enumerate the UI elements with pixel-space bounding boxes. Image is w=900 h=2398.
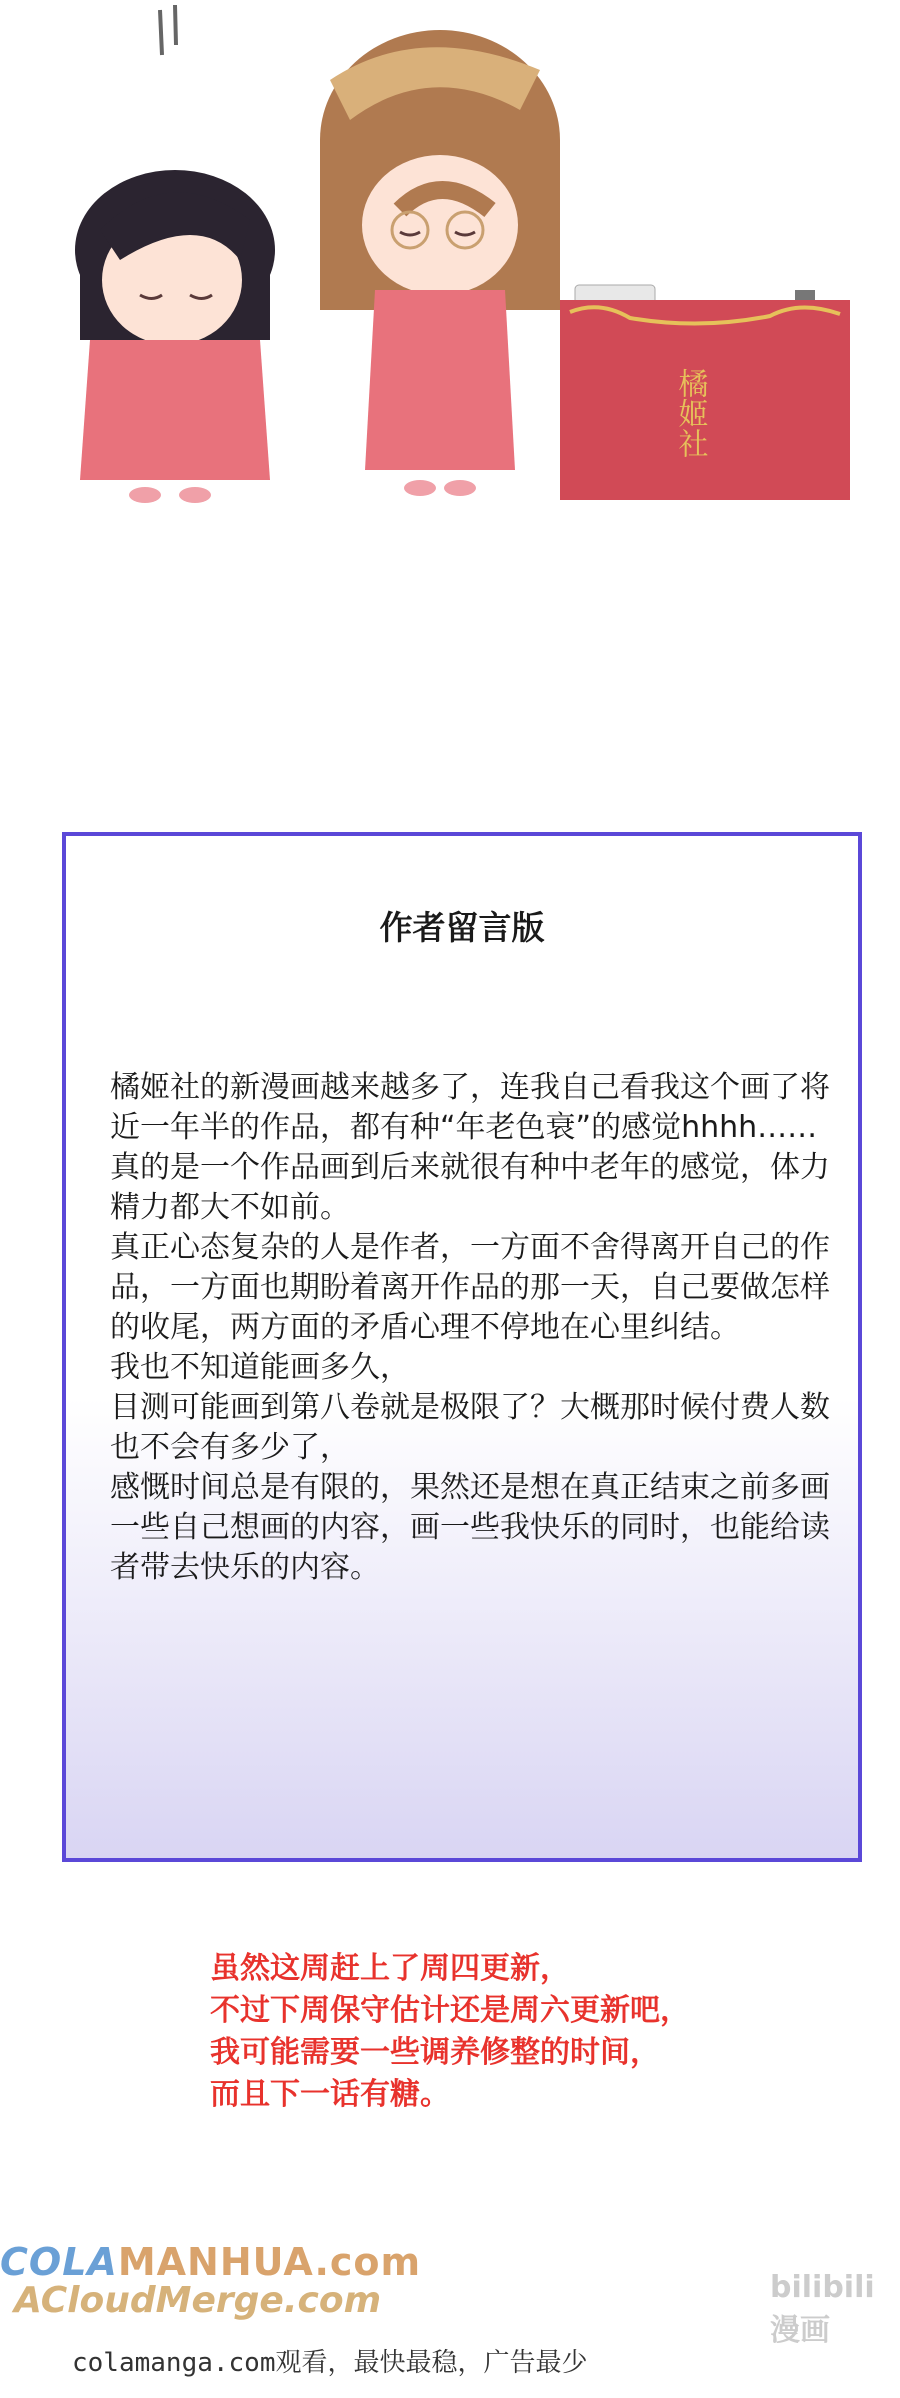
girl-black-hair — [75, 170, 275, 503]
author-note-box — [62, 832, 862, 1862]
watermark-colamanhua: COLAMANHUA.com — [0, 2240, 422, 2284]
notice-line: 而且下一话有糖。 — [210, 2077, 450, 2112]
watermark-acloudmerge: ACloudMerge.com — [14, 2280, 382, 2321]
note-paragraph: 橘姬社的新漫画越来越多了，连我自己看我这个画了将近一年半的作品，都有种“年老色衰”的感觉hhhh……真的是一个作品画到后来就很有种中老年的感觉，体力精力都大不如前。 — [110, 1070, 830, 1225]
tachibana-sign-board — [560, 285, 850, 500]
update-notice — [210, 1948, 690, 2116]
sign-text: 橘姬社 — [672, 368, 708, 458]
chibi-illustration — [0, 0, 900, 520]
notice-line: 我可能需要一些调养修整的时间， — [210, 2035, 660, 2070]
note-paragraph: 我也不知道能画多久， — [110, 1350, 410, 1385]
notice-line: 不过下周保守估计还是周六更新吧， — [210, 1993, 690, 2028]
note-paragraph: 真正心态复杂的人是作者，一方面不舍得离开自己的作品，一方面也期盼着离开作品的那一天，自己要做怎样的收尾，两方面的矛盾心理不停地在心里纠结。 — [110, 1230, 830, 1345]
notice-line: 虽然这周赶上了周四更新， — [210, 1951, 570, 1986]
note-paragraph: 感慨时间总是有限的，果然还是想在真正结束之前多画一些自己想画的内容，画一些我快乐的同时，也能给读者带去快乐的内容。 — [110, 1470, 830, 1585]
note-paragraph: 目测可能画到第八卷就是极限了？大概那时候付费人数也不会有多少了， — [110, 1390, 830, 1465]
note-body — [110, 1068, 830, 1588]
note-title: 作者留言版 — [379, 908, 545, 947]
site-note: colamanga.com观看，最快最稳，广告最少 — [72, 2348, 588, 2378]
surprise-lines-icon — [160, 5, 176, 55]
girl-brown-hair — [320, 30, 560, 496]
bilibili-logo: bilibili漫画 — [770, 2270, 875, 2348]
